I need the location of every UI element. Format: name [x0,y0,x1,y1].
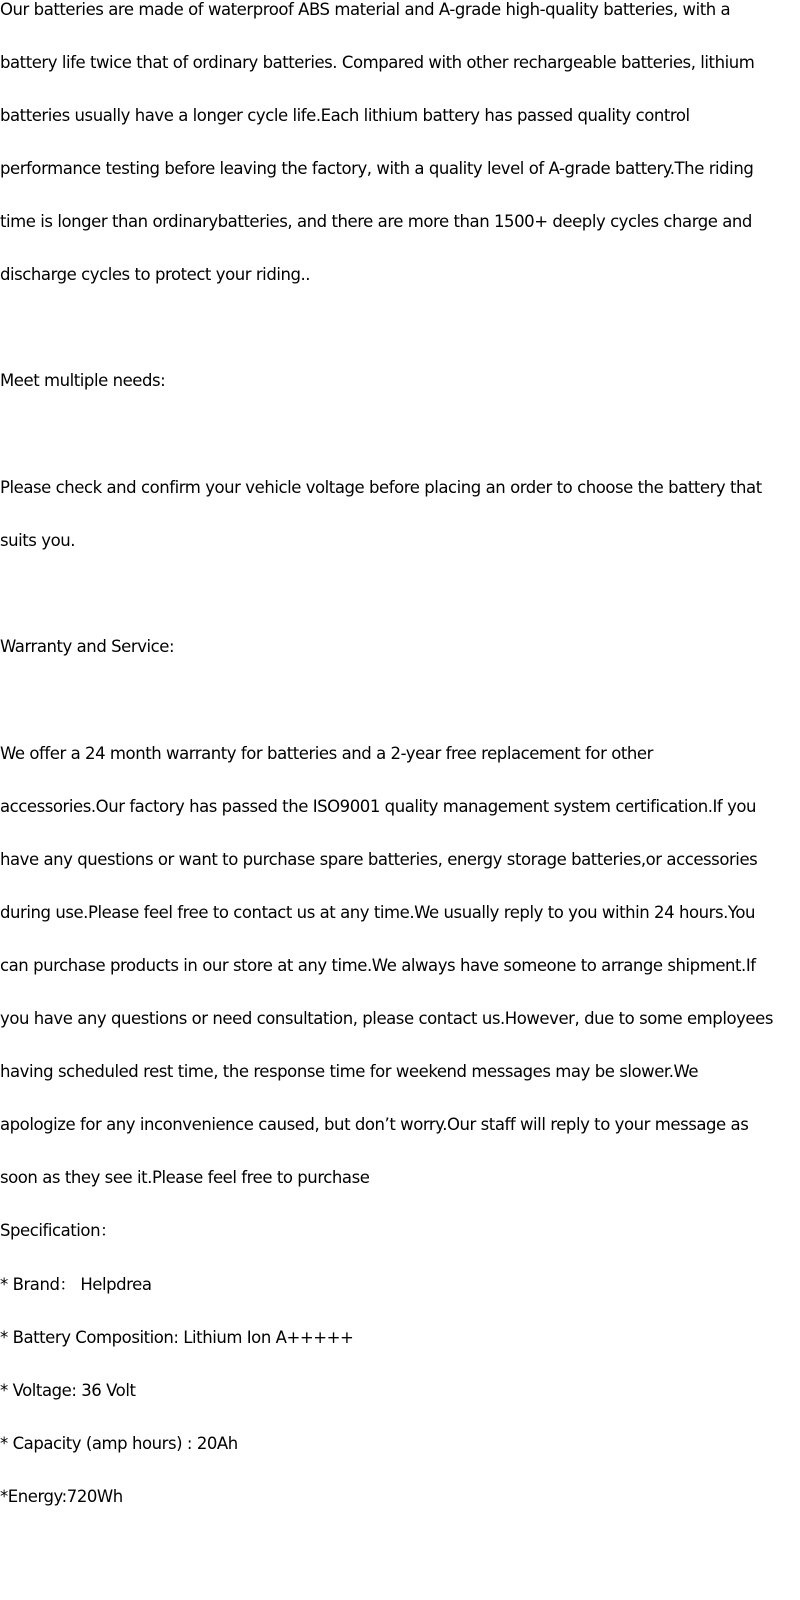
intro-line: performance testing before leaving the factory, with a quality level of A-grade battery.The riding [0,159,754,178]
intro-line: Our batteries are made of waterproof ABS material and A-grade high-quality batteries, with a [0,0,731,19]
warranty-heading: Warranty and Service: [0,637,175,656]
intro-line: discharge cycles to protect your riding.. [0,265,311,284]
needs-line: suits you. [0,531,76,550]
warranty-line: We offer a 24 month warranty for batteries and a 2-year free replacement for other [0,744,653,763]
spec-item-energy: *Energy:720Wh [0,1487,123,1506]
intro-line: batteries usually have a longer cycle life.Each lithium battery has passed quality control [0,106,690,125]
warranty-line: have any questions or want to purchase spare batteries, energy storage batteries,or accessories [0,850,758,869]
warranty-line: you have any questions or need consultation, please contact us.However, due to some employees [0,1009,773,1028]
warranty-line: accessories.Our factory has passed the ISO9001 quality management system certification.If you [0,797,757,816]
warranty-line: soon as they see it.Please feel free to purchase [0,1168,370,1187]
intro-line: time is longer than ordinarybatteries, and there are more than 1500+ deeply cycles charge and [0,212,752,231]
warranty-line: apologize for any inconvenience caused, but don’t worry.Our staff will reply to your message as [0,1115,749,1134]
spec-heading: Specification： [0,1221,117,1240]
warranty-line: having scheduled rest time, the response time for weekend messages may be slower.We [0,1062,699,1081]
spec-item-brand: * Brand： Helpdrea [0,1275,152,1294]
spec-item-capacity: * Capacity (amp hours) : 20Ah [0,1434,238,1453]
warranty-line: during use.Please feel free to contact us at any time.We usually reply to you within 24 hours.You [0,903,755,922]
spec-item-composition: * Battery Composition: Lithium Ion A+++++ [0,1328,354,1347]
needs-line: Please check and confirm your vehicle voltage before placing an order to choose the battery that [0,478,762,497]
warranty-line: can purchase products in our store at any time.We always have someone to arrange shipment.If [0,956,756,975]
intro-line: battery life twice that of ordinary batteries. Compared with other rechargeable batteries, lithium [0,53,755,72]
spec-item-voltage: * Voltage: 36 Volt [0,1381,136,1400]
needs-heading: Meet multiple needs: [0,371,166,390]
